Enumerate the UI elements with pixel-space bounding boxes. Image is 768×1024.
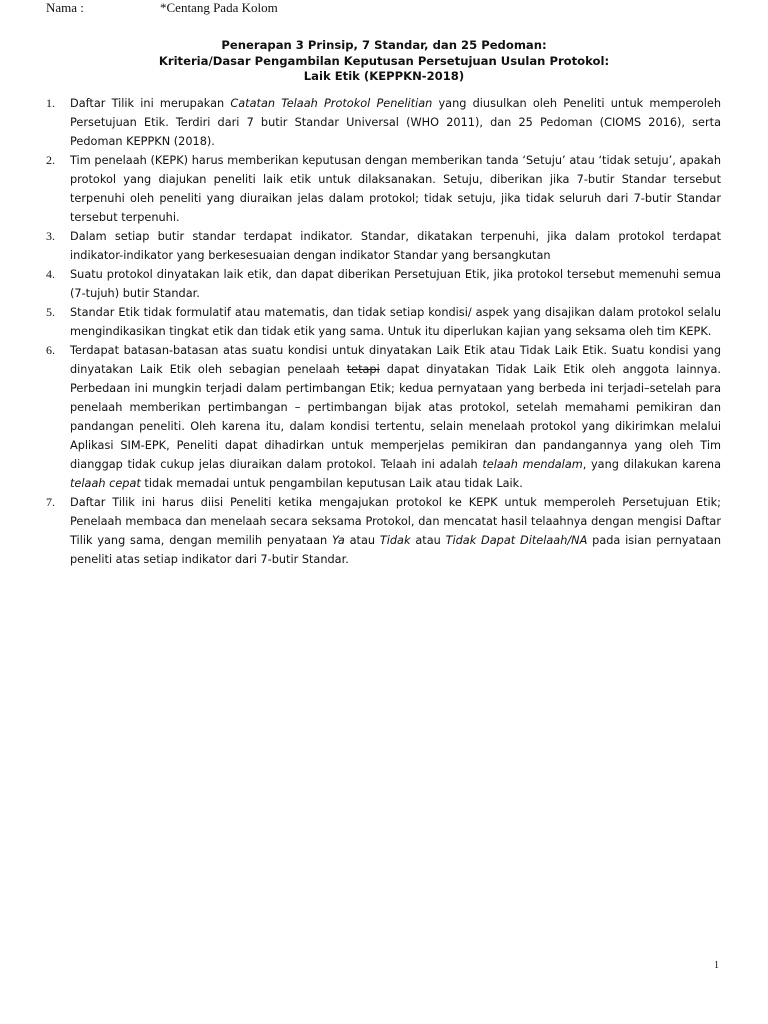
list-item <box>46 265 721 303</box>
list-item-number: 7. <box>46 495 55 509</box>
item-text: pada isian pernyataan peneliti atas setiap indikator dari 7-butir Standar. <box>70 534 721 566</box>
item-text: , yang dilakukan karena <box>582 458 721 471</box>
item-text: Tim penelaah (KEPK) harus memberikan keputusan dengan memberikan tanda ‘Setuju’ atau ‘tidak setuju’, apakah protokol yang diajukan peneliti laik etik untuk dilaksanakan. Setuju, diberikan jika 7-butir Standar tersebut terpenuhi oleh peneliti yang diuraikan jelas dalam protokol; tidak setuju, jika tidak seluruh dari 7-butir Standar tersebut terpenuhi. <box>70 154 721 224</box>
item-text-italic: telaah cepat <box>70 477 141 490</box>
item-text: Terdapat batasan-batasan atas suatu kondisi untuk dinyatakan Laik Etik atau Tidak Laik Etik. Suatu kondisi yang dinyatakan Laik Etik oleh sebagian penelaah <box>70 344 721 376</box>
item-text: Daftar Tilik ini harus diisi Peneliti ketika mengajukan protokol ke KEPK untuk memperoleh Persetujuan Etik; Penelaah membaca dan menelaah secara seksama Protokol, dan mencatat hasil telaahnya dengan mengisi Daftar Tilik yang sama, dengan memilih penyataan <box>70 496 721 547</box>
item-text-italic: Tidak Dapat Ditelaah/NA <box>445 534 588 547</box>
page-number: 1 <box>714 960 719 971</box>
name-label: Nama : <box>46 0 84 15</box>
guideline-list <box>46 94 721 569</box>
item-text-italic: Ya <box>332 534 345 547</box>
item-text-strikethrough: tetapi <box>346 363 380 376</box>
item-text-italic: telaah mendalam <box>482 458 583 471</box>
title-line-1: Penerapan 3 Prinsip, 7 Standar, dan 25 Pedoman: <box>221 38 547 52</box>
list-item-number: 4. <box>46 267 55 281</box>
item-text: Standar Etik tidak formulatif atau matematis, dan tidak setiap kondisi/ aspek yang disajikan dalam protokol selalu mengindikasikan tingkat etik dan tidak etik yang sama. Untuk itu diperlukan kajian yang seksama oleh tim KEPK. <box>70 306 721 338</box>
item-text: atau <box>344 534 380 547</box>
list-item <box>46 227 721 265</box>
item-text: yang diusulkan oleh Peneliti untuk memperoleh Persetujuan Etik. Terdiri dari 7 butir Standar Universal (WHO 2011), dan 25 Pedoman (CIOMS 2016), serta Pedoman KEPPKN (2018). <box>70 97 721 148</box>
item-text: Suatu protokol dinyatakan laik etik, dan dapat diberikan Persetujuan Etik, jika protokol tersebut memenuhi semua (7-tujuh) butir Standar. <box>70 268 721 300</box>
list-item-number: 2. <box>46 153 55 167</box>
document-title <box>0 38 768 85</box>
item-text: atau <box>410 534 446 547</box>
title-line-2: Kriteria/Dasar Pengambilan Keputusan Persetujuan Usulan Protokol: <box>158 53 610 68</box>
list-item <box>46 493 721 569</box>
item-text: tidak memadai untuk pengambilan keputusan Laik atau tidak Laik. <box>140 477 523 490</box>
list-item <box>46 151 721 227</box>
list-item <box>46 94 721 151</box>
item-text: dapat dinyatakan Tidak Laik Etik oleh anggota lainnya. Perbedaan ini mungkin terjadi dalam pertimbangan Etik; kedua pernyataan yang berbeda ini terjadi–setelah para penelaah memberikan pertimbangan – pertimbangan bijak atas protokol, setelah memahami pemikiran dan pandangan peneliti. Oleh karena itu, dalam kondisi tertentu, selain menelaah protokol yang dikirimkan melalui Aplikasi SIM-EPK, Peneliti dapat dihadirkan untuk memperjelas pemikiran dan pandangannya yang oleh Tim dianggap tidak cukup jelas diuraikan dalam protokol. Telaah ini adalah <box>70 363 721 471</box>
list-item-number: 1. <box>46 96 55 110</box>
item-text-italic: Tidak <box>379 534 411 547</box>
list-item-number: 3. <box>46 229 55 243</box>
title-line-3: Laik Etik (KEPPKN-2018) <box>303 69 465 83</box>
list-item-number: 6. <box>46 343 55 357</box>
item-text: Daftar Tilik ini merupakan <box>70 97 231 110</box>
list-item-number: 5. <box>46 305 55 319</box>
check-note: *Centang Pada Kolom <box>160 0 278 15</box>
item-text-italic: Catatan Telaah Protokol Penelitian <box>230 97 433 110</box>
list-item <box>46 341 721 493</box>
list-item <box>46 303 721 341</box>
item-text: Dalam setiap butir standar terdapat indikator. Standar, dikatakan terpenuhi, jika dalam protokol terdapat indikator-indikator yang berkesesuaian dengan indikator Standar yang bersangkutan <box>70 230 721 262</box>
